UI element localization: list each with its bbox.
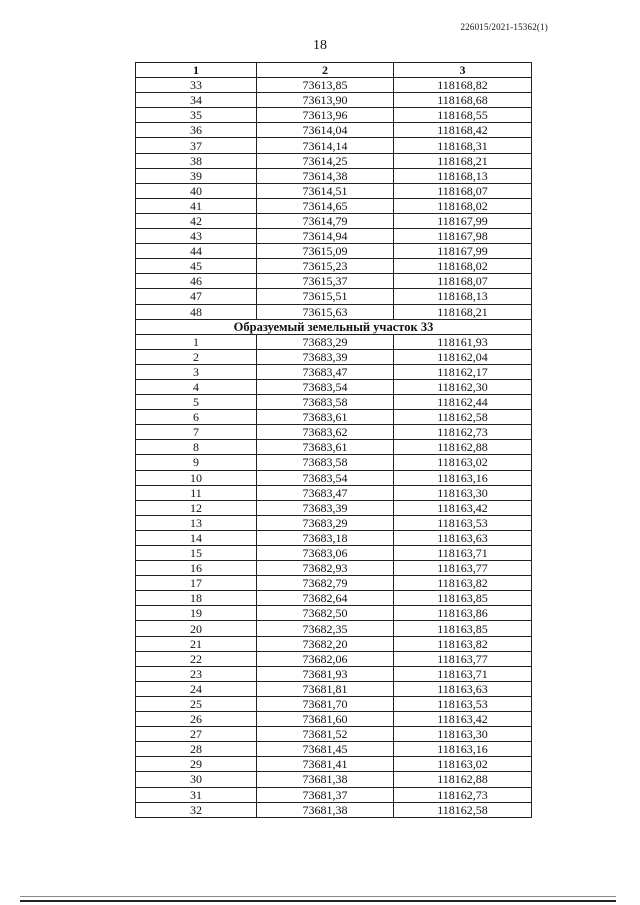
- table-row: [136, 500, 532, 515]
- table-row: [136, 485, 532, 500]
- table-row: [136, 289, 532, 304]
- point-number-cell: 29: [136, 757, 257, 772]
- point-number-cell: 47: [136, 289, 257, 304]
- table-row: [136, 334, 532, 349]
- y-coordinate-cell: 118163,63: [394, 530, 532, 545]
- y-coordinate-cell: 118168,02: [394, 259, 532, 274]
- point-number-cell: 14: [136, 530, 257, 545]
- table-row: [136, 153, 532, 168]
- table-row: [136, 802, 532, 817]
- x-coordinate-cell: 73682,64: [257, 591, 394, 606]
- footer-rule-thin: [20, 896, 616, 897]
- x-coordinate-cell: 73615,09: [257, 244, 394, 259]
- point-number-cell: 11: [136, 485, 257, 500]
- table-row: [136, 364, 532, 379]
- point-number-cell: 43: [136, 229, 257, 244]
- table-row: [136, 198, 532, 213]
- table-body-part2: [136, 334, 532, 817]
- point-number-cell: 38: [136, 153, 257, 168]
- document-id: 226015/2021-15362(1): [460, 22, 548, 32]
- table-row: [136, 742, 532, 757]
- x-coordinate-cell: 73681,37: [257, 787, 394, 802]
- point-number-cell: 41: [136, 198, 257, 213]
- x-coordinate-cell: 73613,96: [257, 108, 394, 123]
- table-row: [136, 757, 532, 772]
- x-coordinate-cell: 73614,25: [257, 153, 394, 168]
- coordinates-table: [135, 62, 532, 818]
- x-coordinate-cell: 73683,47: [257, 364, 394, 379]
- point-number-cell: 9: [136, 455, 257, 470]
- header-col-1: 1: [136, 63, 257, 78]
- table-row: [136, 651, 532, 666]
- y-coordinate-cell: 118162,73: [394, 787, 532, 802]
- table-row: [136, 168, 532, 183]
- y-coordinate-cell: 118162,30: [394, 379, 532, 394]
- x-coordinate-cell: 73683,39: [257, 349, 394, 364]
- y-coordinate-cell: 118163,85: [394, 591, 532, 606]
- x-coordinate-cell: 73615,51: [257, 289, 394, 304]
- table-row: [136, 621, 532, 636]
- y-coordinate-cell: 118168,21: [394, 153, 532, 168]
- y-coordinate-cell: 118163,77: [394, 651, 532, 666]
- table-row: [136, 379, 532, 394]
- x-coordinate-cell: 73682,06: [257, 651, 394, 666]
- table-row: [136, 259, 532, 274]
- y-coordinate-cell: 118162,58: [394, 410, 532, 425]
- y-coordinate-cell: 118162,88: [394, 772, 532, 787]
- y-coordinate-cell: 118162,58: [394, 802, 532, 817]
- table-row: [136, 244, 532, 259]
- y-coordinate-cell: 118162,88: [394, 440, 532, 455]
- y-coordinate-cell: 118168,42: [394, 123, 532, 138]
- table-row: [136, 546, 532, 561]
- y-coordinate-cell: 118163,42: [394, 500, 532, 515]
- point-number-cell: 17: [136, 576, 257, 591]
- y-coordinate-cell: 118168,13: [394, 289, 532, 304]
- x-coordinate-cell: 73682,50: [257, 606, 394, 621]
- point-number-cell: 34: [136, 93, 257, 108]
- table-row: [136, 636, 532, 651]
- y-coordinate-cell: 118162,04: [394, 349, 532, 364]
- point-number-cell: 30: [136, 772, 257, 787]
- table-body-part1: [136, 78, 532, 320]
- y-coordinate-cell: 118168,13: [394, 168, 532, 183]
- x-coordinate-cell: 73615,63: [257, 304, 394, 319]
- x-coordinate-cell: 73681,81: [257, 681, 394, 696]
- x-coordinate-cell: 73613,90: [257, 93, 394, 108]
- y-coordinate-cell: 118163,71: [394, 666, 532, 681]
- x-coordinate-cell: 73683,61: [257, 410, 394, 425]
- table-row: [136, 349, 532, 364]
- y-coordinate-cell: 118168,31: [394, 138, 532, 153]
- header-row: [136, 63, 532, 78]
- y-coordinate-cell: 118163,63: [394, 681, 532, 696]
- y-coordinate-cell: 118168,82: [394, 78, 532, 93]
- x-coordinate-cell: 73681,60: [257, 712, 394, 727]
- x-coordinate-cell: 73681,41: [257, 757, 394, 772]
- table-row: [136, 787, 532, 802]
- y-coordinate-cell: 118168,21: [394, 304, 532, 319]
- x-coordinate-cell: 73681,52: [257, 727, 394, 742]
- point-number-cell: 22: [136, 651, 257, 666]
- x-coordinate-cell: 73614,38: [257, 168, 394, 183]
- point-number-cell: 32: [136, 802, 257, 817]
- point-number-cell: 48: [136, 304, 257, 319]
- y-coordinate-cell: 118163,30: [394, 727, 532, 742]
- point-number-cell: 45: [136, 259, 257, 274]
- y-coordinate-cell: 118163,53: [394, 515, 532, 530]
- table-row: [136, 93, 532, 108]
- point-number-cell: 16: [136, 561, 257, 576]
- footer-rule: [20, 900, 616, 902]
- point-number-cell: 21: [136, 636, 257, 651]
- y-coordinate-cell: 118162,73: [394, 425, 532, 440]
- point-number-cell: 13: [136, 515, 257, 530]
- point-number-cell: 6: [136, 410, 257, 425]
- y-coordinate-cell: 118167,99: [394, 213, 532, 228]
- x-coordinate-cell: 73614,65: [257, 198, 394, 213]
- table-row: [136, 274, 532, 289]
- x-coordinate-cell: 73682,79: [257, 576, 394, 591]
- x-coordinate-cell: 73614,94: [257, 229, 394, 244]
- y-coordinate-cell: 118168,07: [394, 183, 532, 198]
- point-number-cell: 5: [136, 395, 257, 410]
- y-coordinate-cell: 118163,02: [394, 455, 532, 470]
- y-coordinate-cell: 118167,99: [394, 244, 532, 259]
- y-coordinate-cell: 118163,42: [394, 712, 532, 727]
- y-coordinate-cell: 118167,98: [394, 229, 532, 244]
- table-row: [136, 515, 532, 530]
- x-coordinate-cell: 73683,54: [257, 379, 394, 394]
- table-row: [136, 666, 532, 681]
- table-row: [136, 304, 532, 319]
- point-number-cell: 27: [136, 727, 257, 742]
- point-number-cell: 42: [136, 213, 257, 228]
- x-coordinate-cell: 73681,70: [257, 696, 394, 711]
- x-coordinate-cell: 73681,38: [257, 802, 394, 817]
- point-number-cell: 36: [136, 123, 257, 138]
- table-row: [136, 576, 532, 591]
- y-coordinate-cell: 118163,77: [394, 561, 532, 576]
- table-row: [136, 606, 532, 621]
- point-number-cell: 25: [136, 696, 257, 711]
- x-coordinate-cell: 73681,45: [257, 742, 394, 757]
- x-coordinate-cell: 73683,62: [257, 425, 394, 440]
- point-number-cell: 12: [136, 500, 257, 515]
- table-row: [136, 591, 532, 606]
- section-header: [136, 319, 532, 334]
- x-coordinate-cell: 73614,51: [257, 183, 394, 198]
- y-coordinate-cell: 118163,86: [394, 606, 532, 621]
- header-col-3: 3: [394, 63, 532, 78]
- x-coordinate-cell: 73682,20: [257, 636, 394, 651]
- table-row: [136, 530, 532, 545]
- table-row: [136, 681, 532, 696]
- point-number-cell: 40: [136, 183, 257, 198]
- x-coordinate-cell: 73615,23: [257, 259, 394, 274]
- point-number-cell: 24: [136, 681, 257, 696]
- table-row: [136, 727, 532, 742]
- table-row: [136, 561, 532, 576]
- y-coordinate-cell: 118163,85: [394, 621, 532, 636]
- x-coordinate-cell: 73681,93: [257, 666, 394, 681]
- x-coordinate-cell: 73683,58: [257, 455, 394, 470]
- point-number-cell: 37: [136, 138, 257, 153]
- table-row: [136, 470, 532, 485]
- point-number-cell: 19: [136, 606, 257, 621]
- table-row: [136, 183, 532, 198]
- x-coordinate-cell: 73681,38: [257, 772, 394, 787]
- table-row: [136, 78, 532, 93]
- table-row: [136, 440, 532, 455]
- table-row: [136, 108, 532, 123]
- x-coordinate-cell: 73682,93: [257, 561, 394, 576]
- y-coordinate-cell: 118168,02: [394, 198, 532, 213]
- point-number-cell: 7: [136, 425, 257, 440]
- table-row: [136, 772, 532, 787]
- x-coordinate-cell: 73683,47: [257, 485, 394, 500]
- y-coordinate-cell: 118168,55: [394, 108, 532, 123]
- point-number-cell: 4: [136, 379, 257, 394]
- section-row: [136, 319, 532, 334]
- x-coordinate-cell: 73682,35: [257, 621, 394, 636]
- y-coordinate-cell: 118168,07: [394, 274, 532, 289]
- y-coordinate-cell: 118163,53: [394, 696, 532, 711]
- table-row: [136, 213, 532, 228]
- point-number-cell: 1: [136, 334, 257, 349]
- x-coordinate-cell: 73683,29: [257, 334, 394, 349]
- point-number-cell: 39: [136, 168, 257, 183]
- table-row: [136, 138, 532, 153]
- header-col-2: 2: [257, 63, 394, 78]
- table-row: [136, 229, 532, 244]
- point-number-cell: 15: [136, 546, 257, 561]
- table-row: [136, 410, 532, 425]
- table-row: [136, 455, 532, 470]
- point-number-cell: 46: [136, 274, 257, 289]
- table-row: [136, 395, 532, 410]
- y-coordinate-cell: 118163,16: [394, 742, 532, 757]
- section-title: Образуемый земельный участок 33: [136, 319, 532, 334]
- x-coordinate-cell: 73613,85: [257, 78, 394, 93]
- table-row: [136, 696, 532, 711]
- x-coordinate-cell: 73683,18: [257, 530, 394, 545]
- table-row: [136, 123, 532, 138]
- point-number-cell: 35: [136, 108, 257, 123]
- point-number-cell: 8: [136, 440, 257, 455]
- point-number-cell: 20: [136, 621, 257, 636]
- point-number-cell: 28: [136, 742, 257, 757]
- y-coordinate-cell: 118163,02: [394, 757, 532, 772]
- point-number-cell: 23: [136, 666, 257, 681]
- y-coordinate-cell: 118162,44: [394, 395, 532, 410]
- page-number: 18: [313, 38, 327, 53]
- y-coordinate-cell: 118163,71: [394, 546, 532, 561]
- x-coordinate-cell: 73614,04: [257, 123, 394, 138]
- point-number-cell: 3: [136, 364, 257, 379]
- point-number-cell: 33: [136, 78, 257, 93]
- point-number-cell: 26: [136, 712, 257, 727]
- x-coordinate-cell: 73683,58: [257, 395, 394, 410]
- table-row: [136, 712, 532, 727]
- y-coordinate-cell: 118162,17: [394, 364, 532, 379]
- y-coordinate-cell: 118168,68: [394, 93, 532, 108]
- y-coordinate-cell: 118163,30: [394, 485, 532, 500]
- x-coordinate-cell: 73614,14: [257, 138, 394, 153]
- x-coordinate-cell: 73683,39: [257, 500, 394, 515]
- point-number-cell: 2: [136, 349, 257, 364]
- y-coordinate-cell: 118163,82: [394, 576, 532, 591]
- y-coordinate-cell: 118163,82: [394, 636, 532, 651]
- x-coordinate-cell: 73683,54: [257, 470, 394, 485]
- point-number-cell: 31: [136, 787, 257, 802]
- x-coordinate-cell: 73614,79: [257, 213, 394, 228]
- y-coordinate-cell: 118163,16: [394, 470, 532, 485]
- point-number-cell: 10: [136, 470, 257, 485]
- table-row: [136, 425, 532, 440]
- point-number-cell: 44: [136, 244, 257, 259]
- y-coordinate-cell: 118161,93: [394, 334, 532, 349]
- point-number-cell: 18: [136, 591, 257, 606]
- x-coordinate-cell: 73615,37: [257, 274, 394, 289]
- x-coordinate-cell: 73683,61: [257, 440, 394, 455]
- x-coordinate-cell: 73683,06: [257, 546, 394, 561]
- x-coordinate-cell: 73683,29: [257, 515, 394, 530]
